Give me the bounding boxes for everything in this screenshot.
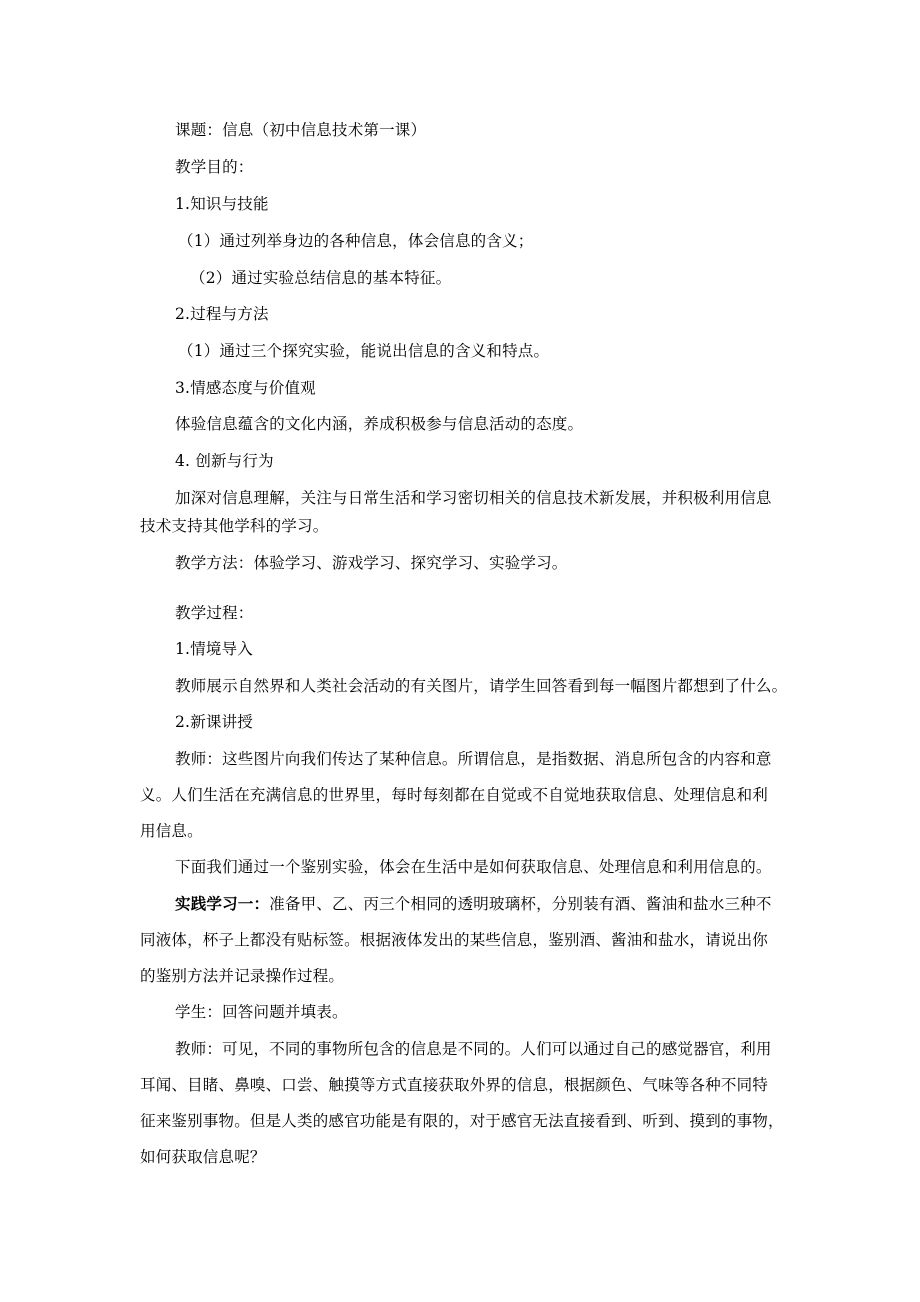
practice-line-1-text: 准备甲、乙、丙三个相同的透明玻璃杯，分别装有酒、酱油和盐水三种不 (269, 895, 772, 913)
process-1-text: 教师展示自然界和人类社会活动的有关图片，请学生回答看到每一幅图片都想到了什么。 (175, 677, 788, 695)
section-2-item-1: （1）通过三个探究实验，能说出信息的含义和特点。 (178, 342, 550, 360)
lesson-title: 课题：信息（初中信息技术第一课） (175, 121, 427, 139)
section-4-heading: 4. 创新与行为 (175, 452, 274, 470)
practice-paragraph-line-3: 的鉴别方法并记录操作过程。 (140, 967, 345, 985)
process-2-heading: 2.新课讲授 (175, 713, 253, 731)
teacher-paragraph-2-line-4: 如何获取信息呢？ (140, 1148, 266, 1166)
section-3-text: 体验信息蕴含的文化内涵，养成积极参与信息活动的态度。 (175, 415, 584, 433)
teacher-paragraph-2-line-2: 耳闻、目睹、鼻嗅、口尝、触摸等方式直接获取外界的信息，根据颜色、气味等各种不同特 (140, 1076, 769, 1094)
teacher-paragraph-1-line-2: 义。人们生活在充满信息的世界里，每时每刻都在自觉或不自觉地获取信息、处理信息和利 (140, 786, 769, 804)
objectives-heading: 教学目的： (175, 158, 254, 176)
student-line: 学生：回答问题并填表。 (175, 1003, 348, 1021)
transition-paragraph: 下面我们通过一个鉴别实验，体会在生活中是如何获取信息、处理信息和利用信息的。 (175, 858, 772, 876)
section-1-item-1: （1）通过列举身边的各种信息，体会信息的含义； (178, 232, 534, 250)
process-1-heading: 1.情境导入 (175, 640, 253, 658)
section-4-text-line-1: 加深对信息理解，关注与日常生活和学习密切相关的信息技术新发展，并积极利用信息 (175, 489, 772, 507)
teacher-paragraph-2-line-1: 教师：可见，不同的事物所包含的信息是不同的。人们可以通过自己的感觉器官，利用 (175, 1040, 772, 1058)
practice-paragraph-line-2: 同液体，杯子上都没有贴标签。根据液体发出的某些信息，鉴别酒、酱油和盐水，请说出你 (140, 931, 769, 949)
practice-paragraph-line-1 (175, 894, 772, 914)
teaching-methods: 教学方法：体验学习、游戏学习、探究学习、实验学习。 (175, 554, 568, 572)
section-2-heading: 2.过程与方法 (175, 305, 269, 323)
teacher-paragraph-1-line-3: 用信息。 (140, 822, 203, 840)
section-1-item-2: （2）通过实验总结信息的基本特征。 (190, 269, 452, 287)
process-heading: 教学过程： (175, 604, 254, 622)
practice-label: 实践学习一： (175, 894, 270, 913)
section-4-text-line-2: 技术支持其他学科的学习。 (140, 517, 329, 535)
section-3-heading: 3.情感态度与价值观 (175, 379, 316, 397)
section-1-heading: 1.知识与技能 (175, 195, 269, 213)
teacher-paragraph-1-line-1: 教师：这些图片向我们传达了某种信息。所谓信息，是指数据、消息所包含的内容和意 (175, 750, 772, 768)
teacher-paragraph-2-line-3: 征来鉴别事物。但是人类的感官功能是有限的，对于感官无法直接看到、听到、摸到的事物， (140, 1112, 784, 1130)
